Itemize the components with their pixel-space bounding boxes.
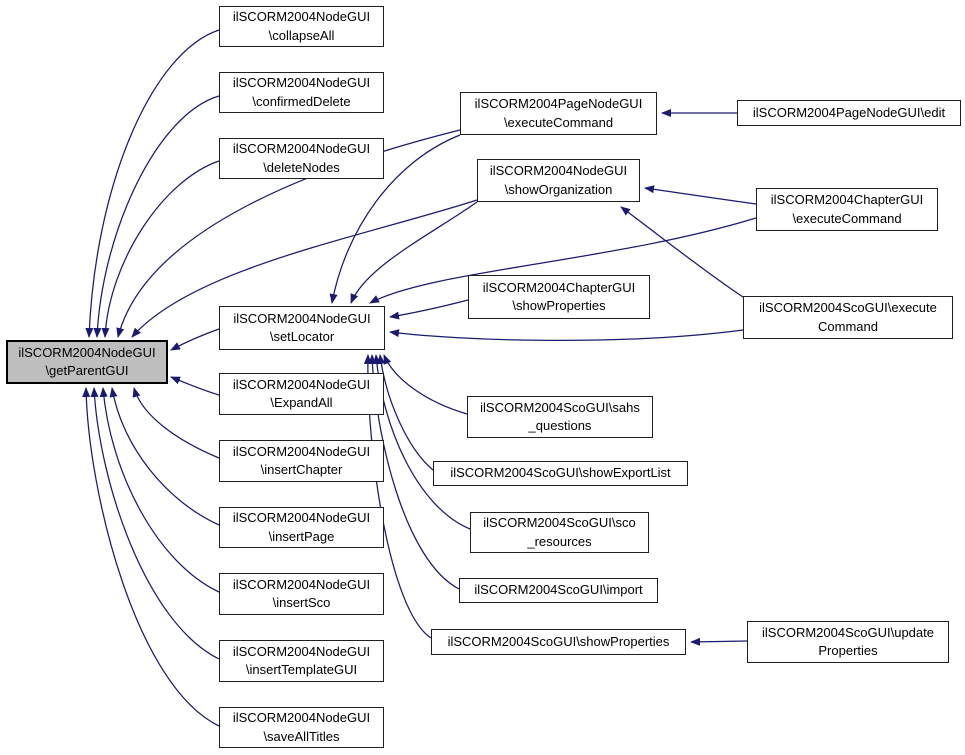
node-expandall[interactable] [219, 373, 384, 415]
node-label-line: ilSCORM2004ScoGUI\showProperties [447, 633, 670, 649]
node-label-line: ilSCORM2004NodeGUI [18, 344, 156, 360]
node-label-line: \getParentGUI [45, 363, 129, 378]
node-collapseall[interactable] [219, 6, 384, 47]
node-label-line: ilSCORM2004NodeGUI [489, 163, 628, 178]
node-label-line: \saveAllTitles [263, 728, 340, 744]
node-updateproperties[interactable] [747, 621, 949, 663]
node-insertsco[interactable] [219, 573, 384, 615]
node-label-line: ilSCORM2004ScoGUI\import [474, 582, 643, 598]
node-label-line: \insertPage [268, 528, 335, 544]
node-label-line: \deleteNodes [263, 159, 340, 175]
node-savealltitles[interactable] [219, 707, 384, 748]
node-chapter-executecommand[interactable] [756, 188, 938, 231]
edge-expandall--getparentgui [171, 377, 219, 395]
node-label-line: \showProperties [512, 298, 606, 313]
node-label-line: \confirmedDelete [252, 93, 351, 109]
node-page-edit[interactable] [737, 100, 961, 126]
node-deletenodes[interactable] [219, 138, 384, 179]
node-label-line: \executeCommand [792, 210, 902, 226]
edge-chapter-executecommand--showorganization [645, 188, 756, 204]
edge-insertchapter--getparentgui [134, 388, 219, 458]
edge-savealltitles--getparentgui [86, 388, 219, 726]
node-label-line: ilSCORM2004ScoGUI\showExportList [450, 465, 671, 481]
node-label-line: \insertChapter [260, 462, 343, 477]
node-label-line: \showOrganization [504, 181, 613, 197]
node-setlocator[interactable] [219, 306, 385, 350]
node-sco-showproperties[interactable] [431, 629, 686, 655]
node-label-line: ilSCORM2004ChapterGUI [482, 279, 636, 295]
node-insertchapter[interactable] [219, 440, 384, 482]
node-label-line: ilSCORM2004NodeGUI [232, 75, 371, 90]
node-insertpage[interactable] [219, 507, 384, 548]
node-label-line: \insertSco [272, 595, 331, 610]
node-label-line: _questions [528, 418, 592, 433]
node-label-line: ilSCORM2004NodeGUI [232, 376, 371, 392]
node-getparentgui [6, 340, 168, 384]
node-label-line: ilSCORM2004ChapterGUI [770, 192, 924, 207]
node-showexportlist[interactable] [433, 461, 688, 486]
node-sco-resources[interactable] [470, 512, 649, 553]
node-showorganization[interactable] [477, 159, 640, 202]
node-label-line: \insertTemplateGUI [245, 662, 358, 677]
node-label-line: ilSCORM2004ScoGUI\execute [759, 300, 937, 315]
node-label-line: ilSCORM2004NodeGUI [232, 9, 371, 24]
edge-confirmeddelete--getparentgui [97, 96, 219, 337]
node-label-line: ilSCORM2004NodeGUI [233, 310, 371, 326]
edge-updateproperties--sco-showproperties [691, 641, 747, 642]
node-label-line: ilSCORM2004NodeGUI [232, 510, 371, 525]
node-label-line: ilSCORM2004NodeGUI [232, 141, 371, 156]
node-label-line: ilSCORM2004PageNodeGUI [474, 96, 643, 111]
node-label-line: _resources [527, 533, 592, 549]
node-label-line: ilSCORM2004PageNodeGUI\edit [752, 104, 946, 120]
node-label-line: \collapseAll [268, 27, 335, 43]
node-label-line: ilSCORM2004NodeGUI [232, 710, 371, 725]
node-page-executecommand[interactable] [460, 92, 657, 135]
node-label-line: ilSCORM2004ScoGUI\update [762, 624, 934, 640]
node-label-line: ilSCORM2004ScoGUI\sahs [480, 399, 640, 415]
edge-setlocator--getparentgui [171, 329, 219, 350]
node-label-line: \setLocator [269, 329, 335, 344]
node-label-line: Command [818, 318, 878, 334]
node-label-line: ilSCORM2004NodeGUI [232, 443, 371, 459]
edge-collapseall--getparentgui [89, 30, 219, 337]
edge-showexportlist--setlocator [380, 355, 433, 470]
node-sahs-questions[interactable] [467, 396, 653, 438]
edge-inserttemplategui--getparentgui [94, 388, 219, 659]
edge-sco-executecommand--setlocator [390, 330, 743, 340]
node-inserttemplategui[interactable] [219, 640, 384, 682]
edge-chapter-showproperties--setlocator [390, 300, 468, 317]
node-label-line: Properties [818, 643, 878, 658]
node-confirmeddelete[interactable] [219, 72, 384, 113]
edge-insertpage--getparentgui [112, 388, 219, 525]
node-label-line: \executeCommand [503, 114, 614, 130]
node-sco-import[interactable] [459, 578, 658, 603]
node-chapter-showproperties[interactable] [468, 275, 650, 319]
edge-sco-resources--setlocator [376, 355, 470, 529]
node-label-line: \ExpandAll [270, 395, 333, 410]
node-label-line: ilSCORM2004NodeGUI [232, 576, 371, 592]
edge-sahs-questions--setlocator [384, 355, 467, 414]
node-sco-executecommand[interactable] [743, 296, 953, 339]
node-label-line: ilSCORM2004ScoGUI\sco [483, 515, 636, 530]
node-label-line: ilSCORM2004NodeGUI [232, 643, 371, 659]
